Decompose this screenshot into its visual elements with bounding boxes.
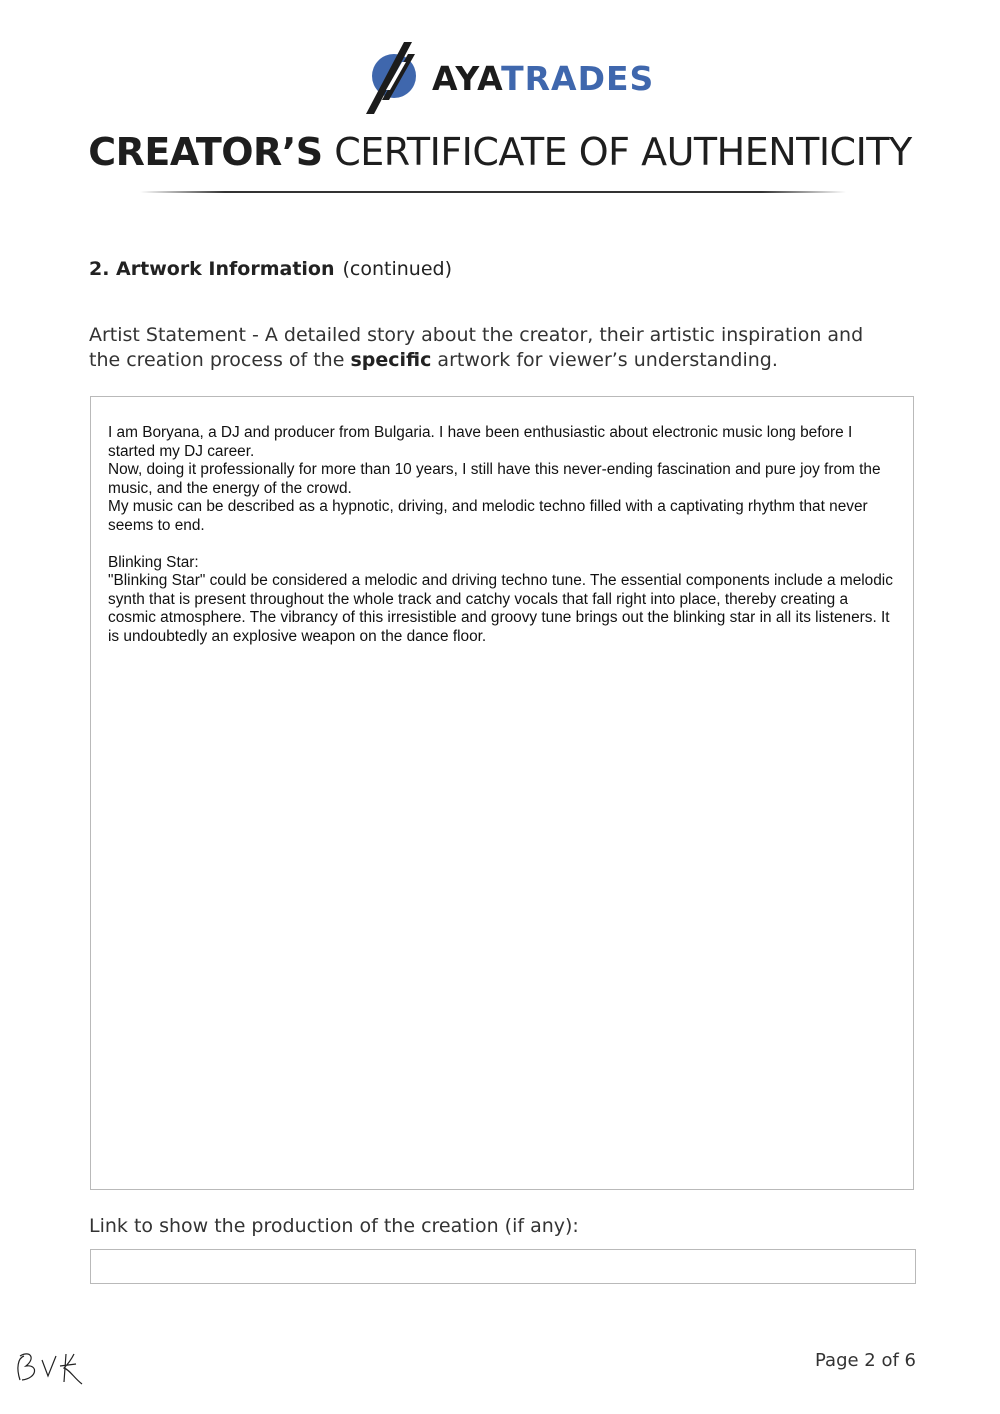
prompt-text-after: artwork for viewer’s understanding. xyxy=(431,349,778,371)
title-divider xyxy=(140,191,846,193)
brand-wordmark xyxy=(432,59,654,98)
section-heading-suffix: (continued) xyxy=(342,258,453,280)
production-link-field[interactable] xyxy=(90,1249,916,1284)
statement-paragraph: Now, doing it professionally for more than 10 years, I still have this never-ending fascination and pure joy from the music, and the energy of the crowd. xyxy=(108,461,881,497)
page-number: Page 2 of 6 xyxy=(815,1350,916,1371)
title-light: CERTIFICATE OF AUTHENTICITY xyxy=(334,130,912,174)
section-heading-label: 2. Artwork Information xyxy=(89,258,335,280)
artist-statement-prompt xyxy=(89,323,889,373)
statement-paragraph: My music can be described as a hypnotic, driving, and melodic techno filled with a captivating rhythm that never seems to end. xyxy=(108,498,868,534)
prompt-text-before: Artist Statement - A detailed story about the creator, their artistic inspiration and the creation process of the xyxy=(89,324,864,371)
artist-statement-text xyxy=(108,424,898,646)
statement-paragraph: Blinking Star: xyxy=(108,553,199,571)
statement-paragraph: I am Boryana, a DJ and producer from Bulgaria. I have been enthusiastic about electronic music long before I started my DJ career. xyxy=(108,424,853,460)
signature xyxy=(8,1346,86,1388)
artist-statement-field[interactable] xyxy=(90,396,914,1190)
brand-name-part1: AYA xyxy=(432,58,502,98)
prompt-text-bold: specific xyxy=(350,349,432,371)
ayatrades-logo-icon xyxy=(362,40,424,116)
brand-name-part2: TRADES xyxy=(501,58,655,98)
section-heading xyxy=(89,258,452,280)
document-title xyxy=(0,130,1000,174)
brand-logo xyxy=(362,40,654,116)
production-link-label: Link to show the production of the creation (if any): xyxy=(89,1215,579,1237)
paragraph-spacer xyxy=(108,535,898,554)
title-bold: CREATOR’S xyxy=(88,130,323,174)
statement-paragraph: "Blinking Star" could be considered a melodic and driving techno tune. The essential components include a melodic synth that is present throughout the whole track and catchy vocals that fall right into place, thereby creating a cosmic atmosphere. The vibrancy of this irresistible and groovy tune brings out the blinking star in all its listeners. It is undoubtedly an explosive weapon on the dance floor. xyxy=(108,572,893,645)
